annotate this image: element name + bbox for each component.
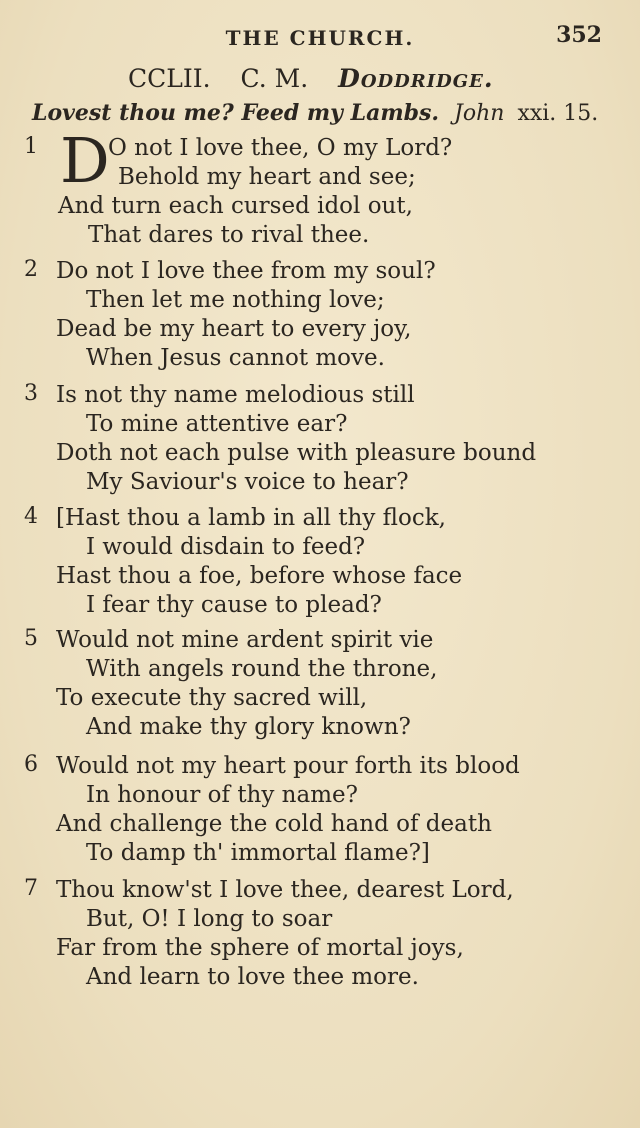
scripture-chapter: xxi. 15. — [517, 101, 599, 126]
verse-line: Far from the sphere of mortal joys, — [56, 935, 464, 961]
verse-line: And make thy glory known? — [86, 714, 411, 740]
verse-line: And learn to love thee more. — [86, 964, 419, 990]
verse-line: With angels round the throne, — [86, 656, 438, 682]
verse-line: When Jesus cannot move. — [86, 345, 385, 371]
verse-line: That dares to rival thee. — [88, 222, 370, 248]
verse-line: And challenge the cold hand of death — [56, 811, 492, 837]
drop-cap: D — [60, 124, 110, 197]
verse-line: And turn each cursed idol out, — [58, 193, 413, 219]
page-number: 352 — [556, 22, 602, 48]
stanza-number: 2 — [24, 257, 38, 282]
verse-line: [Hast thou a lamb in all thy flock, — [56, 505, 446, 531]
verse-line: Do not I love thee from my soul? — [56, 258, 436, 284]
verse-line: O not I love thee, O my Lord? — [108, 135, 453, 161]
scripture-book: John — [454, 101, 505, 126]
hymn-heading — [128, 64, 494, 93]
verse-line: My Saviour's voice to hear? — [86, 469, 409, 495]
hymn-number: CCLII. — [128, 64, 211, 93]
verse-line: Would not mine ardent spirit vie — [56, 627, 434, 653]
verse-line: To execute thy sacred will, — [56, 685, 368, 711]
stanza-number: 1 — [24, 134, 38, 159]
verse-line: Hast thou a foe, before whose face — [56, 563, 463, 589]
hymn-subtitle — [32, 100, 598, 126]
verse-line: I would disdain to feed? — [86, 534, 366, 560]
hymn-meter: C. M. — [240, 64, 309, 93]
stanza-number: 6 — [24, 752, 38, 777]
verse-line: Is not thy name melodious still — [56, 382, 415, 408]
stanza-number: 5 — [24, 626, 38, 651]
subtitle-text: Lovest thou me? Feed my Lambs. — [32, 100, 440, 126]
running-title: THE CHURCH. — [225, 26, 415, 50]
hymn-author: Doddridge. — [338, 64, 494, 93]
verse-line: Doth not each pulse with pleasure bound — [56, 440, 537, 466]
verse-line: To mine attentive ear? — [86, 411, 348, 437]
verse-line: Then let me nothing love; — [86, 287, 385, 313]
stanza-number: 4 — [24, 504, 38, 529]
verse-line: Thou know'st I love thee, dearest Lord, — [56, 877, 514, 903]
verse-line: Dead be my heart to every joy, — [56, 316, 412, 342]
stanza-number: 3 — [24, 381, 38, 406]
verse-line: Behold my heart and see; — [118, 164, 416, 190]
verse-line: I fear thy cause to plead? — [86, 592, 382, 618]
stanza-number: 7 — [24, 876, 38, 901]
verse-line: Would not my heart pour forth its blood — [56, 753, 520, 779]
verse-line: In honour of thy name? — [86, 782, 358, 808]
verse-line: But, O! I long to soar — [86, 906, 333, 932]
verse-line: To damp th' immortal flame?] — [86, 840, 430, 866]
